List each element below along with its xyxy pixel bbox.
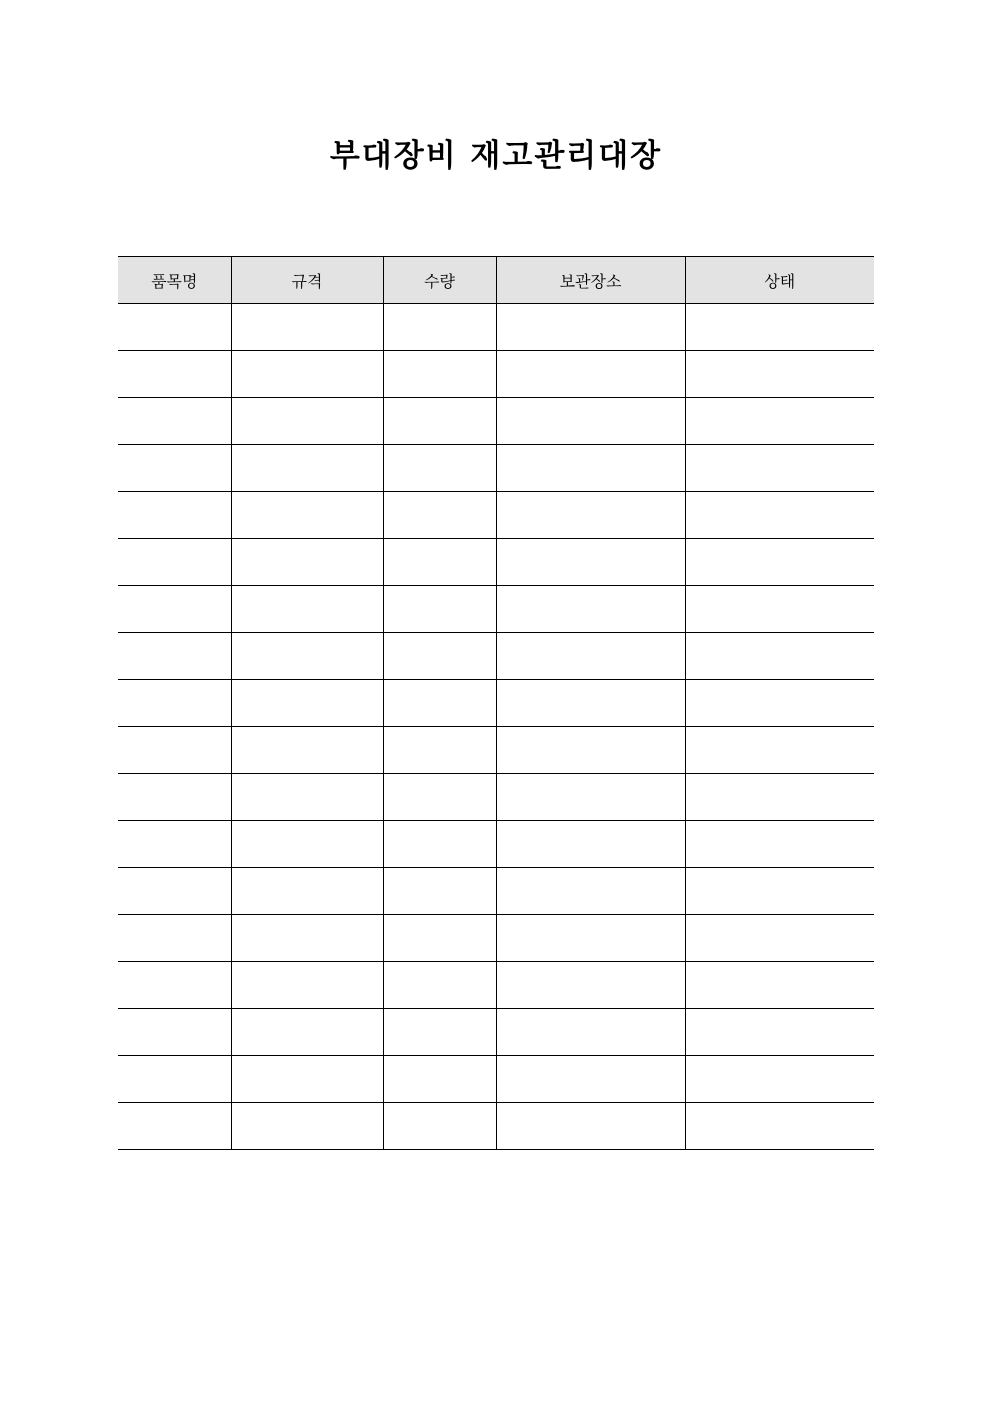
table-row bbox=[118, 304, 874, 351]
storage-location-cell[interactable] bbox=[496, 1009, 685, 1056]
storage-location-cell[interactable] bbox=[496, 633, 685, 680]
item-name-cell[interactable] bbox=[118, 398, 231, 445]
status-cell[interactable] bbox=[685, 445, 874, 492]
column-header-spec: 규격 bbox=[231, 257, 383, 304]
table-row bbox=[118, 351, 874, 398]
item-name-cell[interactable] bbox=[118, 962, 231, 1009]
spec-cell[interactable] bbox=[231, 1009, 383, 1056]
quantity-cell[interactable] bbox=[383, 398, 496, 445]
quantity-cell[interactable] bbox=[383, 1009, 496, 1056]
item-name-cell[interactable] bbox=[118, 492, 231, 539]
spec-cell[interactable] bbox=[231, 586, 383, 633]
table-row bbox=[118, 586, 874, 633]
storage-location-cell[interactable] bbox=[496, 398, 685, 445]
item-name-cell[interactable] bbox=[118, 351, 231, 398]
status-cell[interactable] bbox=[685, 1103, 874, 1150]
table-row bbox=[118, 492, 874, 539]
spec-cell[interactable] bbox=[231, 492, 383, 539]
column-header-storage-location: 보관장소 bbox=[496, 257, 685, 304]
table-row bbox=[118, 821, 874, 868]
column-header-status: 상태 bbox=[685, 257, 874, 304]
spec-cell[interactable] bbox=[231, 915, 383, 962]
storage-location-cell[interactable] bbox=[496, 727, 685, 774]
status-cell[interactable] bbox=[685, 351, 874, 398]
quantity-cell[interactable] bbox=[383, 915, 496, 962]
status-cell[interactable] bbox=[685, 304, 874, 351]
spec-cell[interactable] bbox=[231, 868, 383, 915]
status-cell[interactable] bbox=[685, 1056, 874, 1103]
storage-location-cell[interactable] bbox=[496, 915, 685, 962]
document-title: 부대장비 재고관리대장 bbox=[329, 138, 663, 174]
storage-location-cell[interactable] bbox=[496, 1103, 685, 1150]
item-name-cell[interactable] bbox=[118, 680, 231, 727]
quantity-cell[interactable] bbox=[383, 304, 496, 351]
table-row bbox=[118, 445, 874, 492]
quantity-cell[interactable] bbox=[383, 962, 496, 1009]
table-row bbox=[118, 727, 874, 774]
item-name-cell[interactable] bbox=[118, 821, 231, 868]
storage-location-cell[interactable] bbox=[496, 586, 685, 633]
column-header-item-name: 품목명 bbox=[118, 257, 231, 304]
table-row bbox=[118, 915, 874, 962]
storage-location-cell[interactable] bbox=[496, 492, 685, 539]
column-header-quantity: 수량 bbox=[383, 257, 496, 304]
item-name-cell[interactable] bbox=[118, 915, 231, 962]
quantity-cell[interactable] bbox=[383, 821, 496, 868]
quantity-cell[interactable] bbox=[383, 351, 496, 398]
storage-location-cell[interactable] bbox=[496, 680, 685, 727]
status-cell[interactable] bbox=[685, 774, 874, 821]
quantity-cell[interactable] bbox=[383, 586, 496, 633]
status-cell[interactable] bbox=[685, 727, 874, 774]
item-name-cell[interactable] bbox=[118, 1103, 231, 1150]
status-cell[interactable] bbox=[685, 915, 874, 962]
quantity-cell[interactable] bbox=[383, 539, 496, 586]
quantity-cell[interactable] bbox=[383, 1103, 496, 1150]
inventory-ledger-table bbox=[118, 256, 874, 1150]
quantity-cell[interactable] bbox=[383, 1056, 496, 1103]
table-row bbox=[118, 398, 874, 445]
quantity-cell[interactable] bbox=[383, 633, 496, 680]
spec-cell[interactable] bbox=[231, 1056, 383, 1103]
item-name-cell[interactable] bbox=[118, 774, 231, 821]
table-row bbox=[118, 539, 874, 586]
table-row bbox=[118, 774, 874, 821]
table-body bbox=[118, 304, 874, 1150]
item-name-cell[interactable] bbox=[118, 304, 231, 351]
quantity-cell[interactable] bbox=[383, 868, 496, 915]
quantity-cell[interactable] bbox=[383, 445, 496, 492]
table-row bbox=[118, 1009, 874, 1056]
spec-cell[interactable] bbox=[231, 398, 383, 445]
table-row bbox=[118, 868, 874, 915]
quantity-cell[interactable] bbox=[383, 492, 496, 539]
status-cell[interactable] bbox=[685, 492, 874, 539]
status-cell[interactable] bbox=[685, 1009, 874, 1056]
table-row bbox=[118, 962, 874, 1009]
item-name-cell[interactable] bbox=[118, 868, 231, 915]
storage-location-cell[interactable] bbox=[496, 962, 685, 1009]
item-name-cell[interactable] bbox=[118, 727, 231, 774]
table-row bbox=[118, 633, 874, 680]
quantity-cell[interactable] bbox=[383, 774, 496, 821]
spec-cell[interactable] bbox=[231, 727, 383, 774]
spec-cell[interactable] bbox=[231, 633, 383, 680]
table-header-row bbox=[118, 257, 874, 304]
item-name-cell[interactable] bbox=[118, 633, 231, 680]
storage-location-cell[interactable] bbox=[496, 304, 685, 351]
storage-location-cell[interactable] bbox=[496, 868, 685, 915]
status-cell[interactable] bbox=[685, 962, 874, 1009]
status-cell[interactable] bbox=[685, 539, 874, 586]
spec-cell[interactable] bbox=[231, 962, 383, 1009]
status-cell[interactable] bbox=[685, 633, 874, 680]
item-name-cell[interactable] bbox=[118, 539, 231, 586]
status-cell[interactable] bbox=[685, 398, 874, 445]
spec-cell[interactable] bbox=[231, 304, 383, 351]
spec-cell[interactable] bbox=[231, 445, 383, 492]
table-row bbox=[118, 1103, 874, 1150]
item-name-cell[interactable] bbox=[118, 586, 231, 633]
spec-cell[interactable] bbox=[231, 680, 383, 727]
table-row bbox=[118, 680, 874, 727]
storage-location-cell[interactable] bbox=[496, 774, 685, 821]
spec-cell[interactable] bbox=[231, 774, 383, 821]
storage-location-cell[interactable] bbox=[496, 1056, 685, 1103]
storage-location-cell[interactable] bbox=[496, 821, 685, 868]
spec-cell[interactable] bbox=[231, 821, 383, 868]
storage-location-cell[interactable] bbox=[496, 539, 685, 586]
item-name-cell[interactable] bbox=[118, 445, 231, 492]
status-cell[interactable] bbox=[685, 821, 874, 868]
item-name-cell[interactable] bbox=[118, 1009, 231, 1056]
quantity-cell[interactable] bbox=[383, 680, 496, 727]
spec-cell[interactable] bbox=[231, 539, 383, 586]
storage-location-cell[interactable] bbox=[496, 445, 685, 492]
spec-cell[interactable] bbox=[231, 1103, 383, 1150]
status-cell[interactable] bbox=[685, 680, 874, 727]
table-row bbox=[118, 1056, 874, 1103]
storage-location-cell[interactable] bbox=[496, 351, 685, 398]
status-cell[interactable] bbox=[685, 868, 874, 915]
status-cell[interactable] bbox=[685, 586, 874, 633]
spec-cell[interactable] bbox=[231, 351, 383, 398]
item-name-cell[interactable] bbox=[118, 1056, 231, 1103]
quantity-cell[interactable] bbox=[383, 727, 496, 774]
